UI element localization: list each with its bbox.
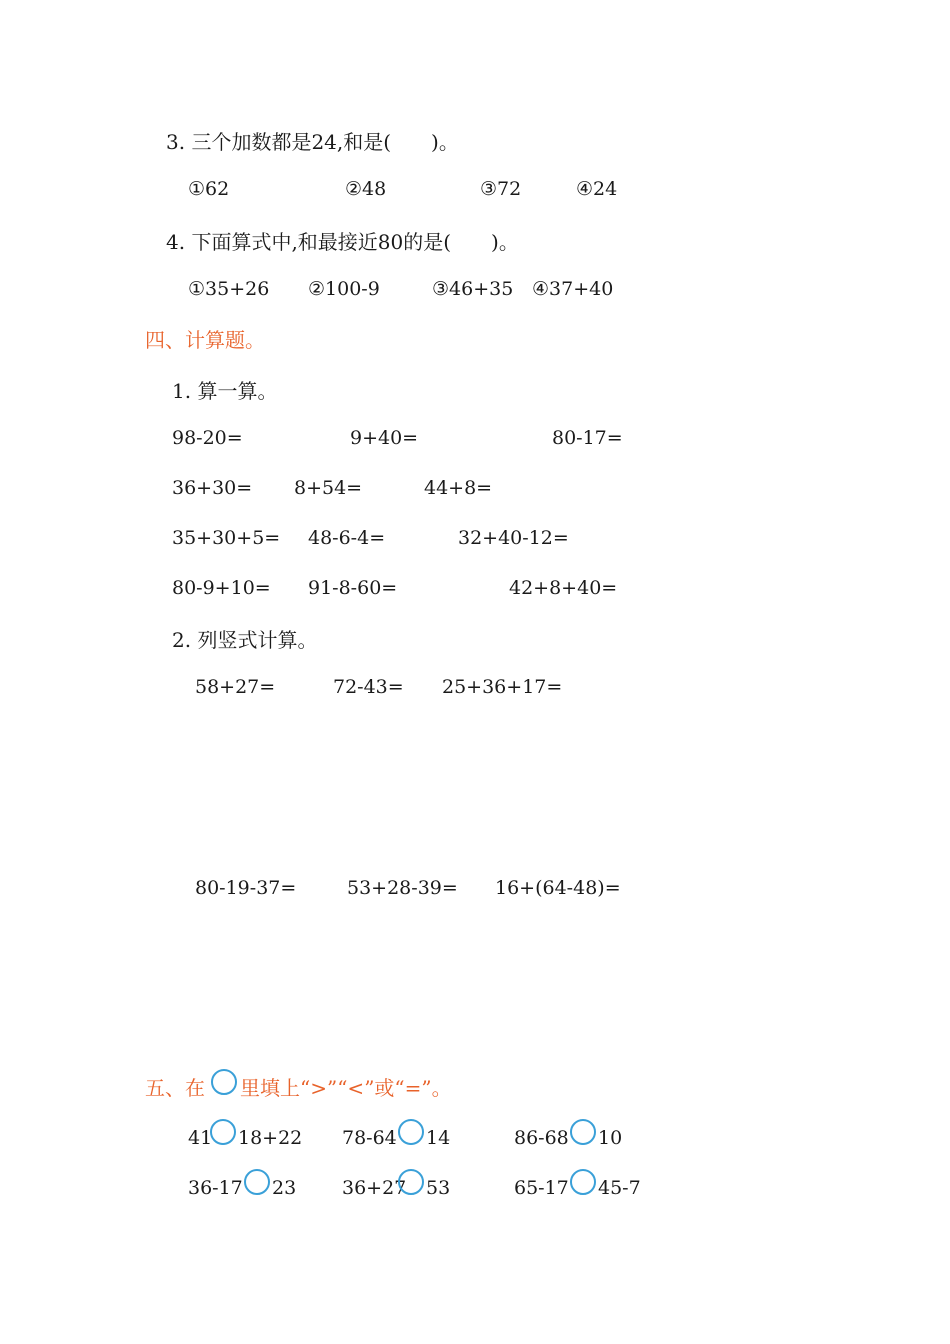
section-4-heading: 四、计算题。 — [145, 328, 265, 352]
subsection-2-title: 2. 列竖式计算。 — [172, 628, 318, 652]
vertical-calc-item: 72-43= — [333, 676, 404, 698]
q4-option-4: ④37+40 — [532, 278, 614, 300]
section-5-heading-start: 五、在 — [145, 1076, 205, 1100]
q4-option-2: ②100-9 — [308, 278, 380, 300]
compare-right: 18+22 — [238, 1127, 303, 1149]
subsection-1-title: 1. 算一算。 — [172, 379, 278, 403]
q4-option-3: ③46+35 — [432, 278, 514, 300]
vertical-calc-item: 80-19-37= — [195, 877, 297, 899]
compare-answer-circle[interactable] — [398, 1169, 424, 1195]
compare-answer-circle[interactable] — [398, 1119, 424, 1145]
section-5-heading-end: 里填上“>”“<”或“=”。 — [240, 1076, 452, 1100]
calc-item: 48-6-4= — [308, 527, 386, 549]
calc-item: 91-8-60= — [308, 577, 398, 599]
vertical-calc-item: 53+28-39= — [347, 877, 458, 899]
compare-left: 41 — [188, 1127, 213, 1149]
calc-item: 8+54= — [294, 477, 363, 499]
compare-right: 14 — [426, 1127, 451, 1149]
q3-option-2: ②48 — [345, 178, 387, 200]
compare-right: 10 — [598, 1127, 623, 1149]
calc-item: 98-20= — [172, 427, 243, 449]
compare-answer-circle[interactable] — [570, 1119, 596, 1145]
calc-item: 9+40= — [350, 427, 419, 449]
q4-option-1: ①35+26 — [188, 278, 270, 300]
calc-item: 80-17= — [552, 427, 623, 449]
calc-item: 32+40-12= — [458, 527, 569, 549]
compare-left: 78-64 — [342, 1127, 397, 1149]
compare-right: 45-7 — [598, 1177, 641, 1199]
vertical-calc-item: 25+36+17= — [442, 676, 563, 698]
compare-left: 65-17 — [514, 1177, 569, 1199]
compare-answer-circle[interactable] — [570, 1169, 596, 1195]
question-4-text: 4. 下面算式中,和最接近80的是( )。 — [166, 230, 519, 254]
vertical-calc-item: 16+(64-48)= — [495, 877, 621, 899]
compare-right: 53 — [426, 1177, 451, 1199]
q3-option-3: ③72 — [480, 178, 522, 200]
circle-icon — [211, 1069, 237, 1095]
calc-item: 80-9+10= — [172, 577, 271, 599]
vertical-calc-item: 58+27= — [195, 676, 276, 698]
compare-left: 36+27 — [342, 1177, 407, 1199]
compare-answer-circle[interactable] — [210, 1119, 236, 1145]
q3-option-4: ④24 — [576, 178, 618, 200]
compare-answer-circle[interactable] — [244, 1169, 270, 1195]
question-3-text: 3. 三个加数都是24,和是( )。 — [166, 130, 459, 154]
calc-item: 35+30+5= — [172, 527, 281, 549]
q3-option-1: ①62 — [188, 178, 230, 200]
compare-left: 86-68 — [514, 1127, 569, 1149]
calc-item: 42+8+40= — [509, 577, 618, 599]
compare-left: 36-17 — [188, 1177, 243, 1199]
calc-item: 44+8= — [424, 477, 493, 499]
compare-right: 23 — [272, 1177, 297, 1199]
calc-item: 36+30= — [172, 477, 253, 499]
